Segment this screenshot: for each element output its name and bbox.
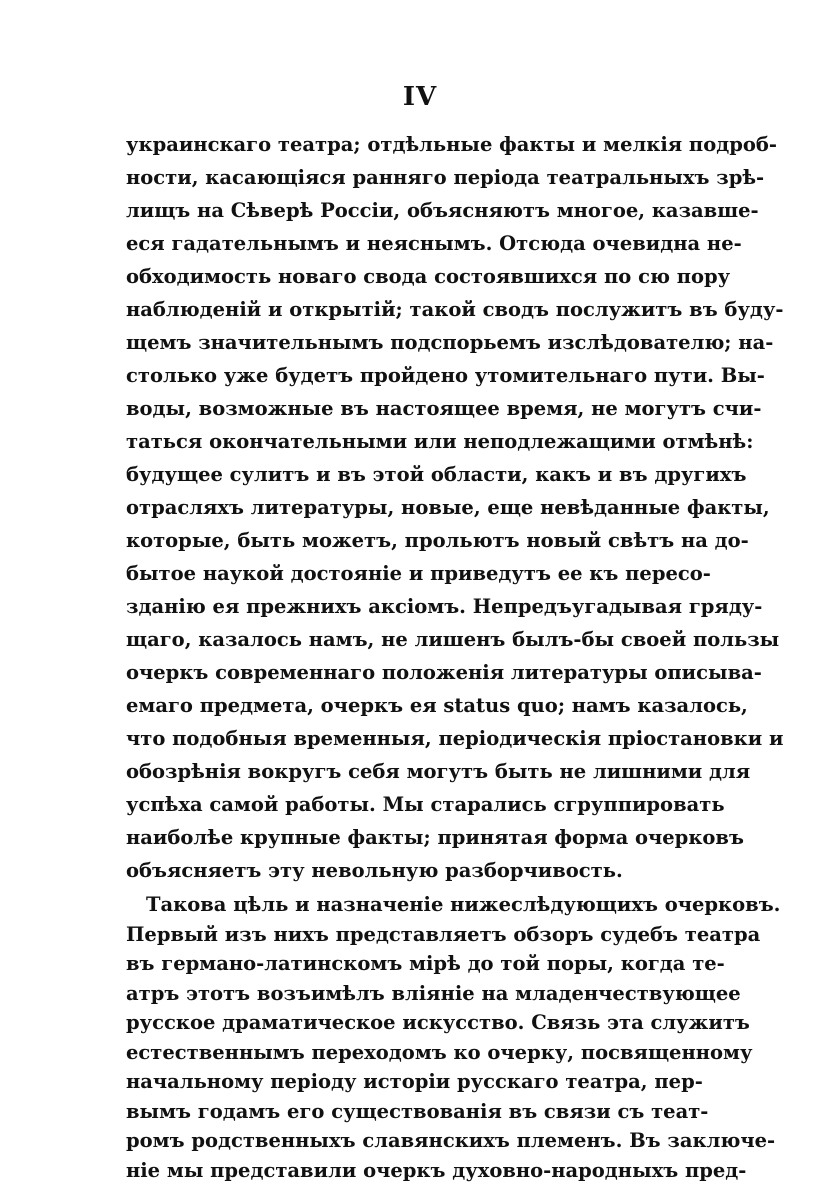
text-line: щаго, казалось намъ, не лишенъ былъ-бы своей пользы: [126, 628, 780, 651]
text-line: таться окончательными или неподлежащими отмѣнѣ:: [126, 430, 754, 453]
text-line: естественнымъ переходомъ ко очерку, посвященному: [126, 1040, 753, 1064]
text-line: русское драматическое искусство. Связь эта служитъ: [126, 1011, 750, 1034]
text-line: вымъ годамъ его существованія въ связи съ теат-: [126, 1099, 709, 1123]
text-line: украинскаго театра; отдѣльные факты и мелкія подроб-: [126, 133, 777, 156]
text-line: отрасляхъ литературы, новые, еще невѣданные факты,: [126, 496, 770, 519]
text-line: воды, возможные въ настоящее время, не могутъ счи-: [126, 397, 762, 420]
text-line: которые, быть можетъ, прольютъ новый свѣтъ на до-: [126, 529, 749, 552]
text-line: будущее сулитъ и въ этой области, какъ и въ другихъ: [126, 463, 747, 486]
text-line: успѣха самой работы. Мы старались сгруппировать: [126, 793, 725, 816]
text-line: лищъ на Сѣверѣ Россіи, объясняютъ многое, казавше-: [126, 199, 759, 222]
text-line: наблюденій и открытій; такой сводъ послужитъ въ буду-: [126, 298, 784, 321]
text-line: еся гадательнымъ и неяснымъ. Отсюда очевидна не-: [126, 232, 742, 255]
text-line: щемъ значительнымъ подспорьемъ изслѣдователю; на-: [126, 331, 774, 354]
text-line: очеркъ современнаго положенія литературы описыва-: [126, 661, 762, 684]
text-line: Такова цѣль и назначеніе нижеслѣдующихъ очерковъ.: [146, 893, 781, 916]
text-line: наиболѣе крупные факты; принятая форма очерковъ: [126, 826, 744, 849]
text-line: ніе мы представили очеркъ духовно-народныхъ пред-: [126, 1158, 747, 1182]
text-line: ности, касающіяся ранняго періода театральныхъ зрѣ-: [126, 166, 765, 189]
text-line: объясняетъ эту невольную разборчивость.: [126, 859, 623, 882]
text-line: столько уже будетъ пройдено утомительнаго пути. Вы-: [126, 364, 765, 387]
text-line: въ германо-латинскомъ мірѣ до той поры, когда те-: [126, 952, 725, 975]
text-line: что подобныя временныя, періодическія пріостановки и: [126, 727, 784, 750]
text-line: атръ этотъ возъимѣлъ вліяніе на младенчествующее: [126, 981, 741, 1005]
text-line: бытое наукой достояніе и приведутъ ее къ пересо-: [126, 562, 711, 585]
text-line: зданію ея прежнихъ аксіомъ. Непредъугадывая гряду-: [126, 595, 763, 618]
text-line: емаго предмета, очеркъ ея status quo; намъ казалось,: [126, 694, 748, 717]
text-line: обозрѣнія вокругъ себя могутъ быть не лишними для: [126, 760, 751, 783]
text-line: ромъ родственныхъ славянскихъ племенъ. Въ заключе-: [126, 1129, 776, 1152]
text-line: Первый изъ нихъ представляетъ обзоръ судебъ театра: [126, 922, 761, 946]
text-line: начальному періоду исторіи русскаго театра, пер-: [126, 1070, 703, 1093]
text-line: обходимость новаго свода состоявшихся по сю пору: [126, 265, 731, 288]
page-number: IV: [402, 82, 438, 112]
